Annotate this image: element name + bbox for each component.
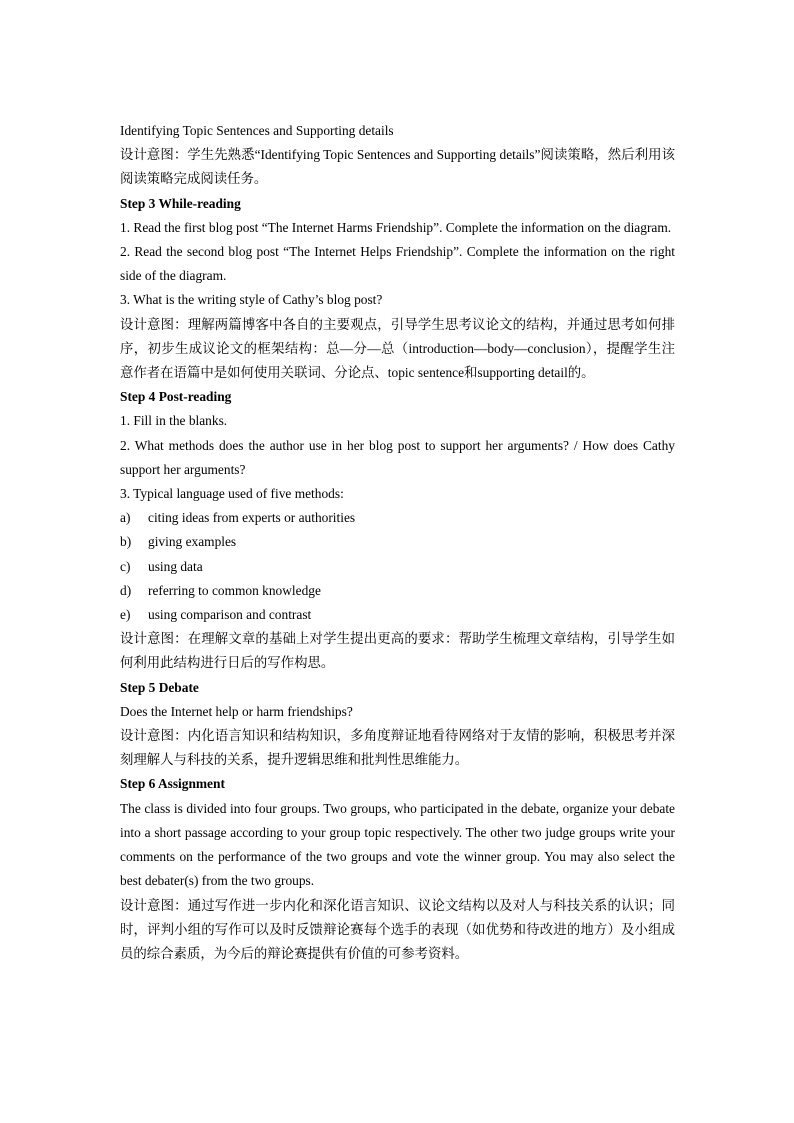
step4-design-intent: 设计意图：在理解文章的基础上对学生提出更高的要求：帮助学生梳理文章结构，引导学生如何利用此结构进行日后的写作构思。 xyxy=(120,631,675,671)
method-list-item xyxy=(120,579,675,603)
step4-title: Step 4 Post-reading xyxy=(120,389,232,405)
intro-design-intent: 设计意图：学生先熟悉“Identifying Topic Sentences and Supporting details”阅读策略，然后利用该阅读策略完成阅读任务。 xyxy=(120,147,675,187)
method-list-item xyxy=(120,530,675,554)
step3-design-intent: 设计意图：理解两篇博客中各自的主要观点，引导学生思考议论文的结构，并通过思考如何排序，初步生成议论文的框架结构：总—分—总（introduction—body—conclusion），提醒学生注意作者在语篇中是如何使用关联词、分论点、topic sentence和supporting detail的。 xyxy=(120,316,675,381)
list-marker: c) xyxy=(120,558,131,574)
step3-item-2: 2. Read the second blog post “The Internet Helps Friendship”. Complete the information on the right side of the diagram. xyxy=(120,244,675,284)
step6-design-intent: 设计意图：通过写作进一步内化和深化语言知识、议论文结构以及对人与科技关系的认识；同时，评判小组的写作可以及时反馈辩论赛每个选手的表现（如优势和待改进的地方）及小组成员的综合素质，为今后的辩论赛提供有价值的可参考资料。 xyxy=(120,897,675,961)
method-text: using data xyxy=(148,558,203,574)
method-text: citing ideas from experts or authorities xyxy=(148,510,356,526)
step3-title: Step 3 While-reading xyxy=(120,195,241,211)
method-list-item xyxy=(120,506,675,530)
method-list-item xyxy=(120,555,675,579)
intro-heading: Identifying Topic Sentences and Supporting details xyxy=(120,123,394,138)
method-text: using comparison and contrast xyxy=(148,607,312,623)
document-page xyxy=(120,119,675,966)
list-marker: e) xyxy=(120,607,131,623)
step3-item-3: 3. What is the writing style of Cathy’s blog post? xyxy=(120,292,383,308)
method-list-item xyxy=(120,603,675,627)
list-marker: d) xyxy=(120,582,132,598)
step3-item-1: 1. Read the first blog post “The Internet Harms Friendship”. Complete the information on the diagram. xyxy=(120,219,672,235)
step4-item-2: 2. What methods does the author use in her blog post to support her arguments? / How does Cathy support her arguments? xyxy=(120,437,675,477)
step6-body: The class is divided into four groups. Two groups, who participated in the debate, organize your debate into a short passage according to your group topic respectively. The other two judge groups write your comments on the performance of the two groups and vote the winner group. You may also select the best debater(s) from the two groups. xyxy=(120,800,675,889)
step5-design-intent: 设计意图：内化语言知识和结构知识，多角度辩证地看待网络对于友情的影响，积极思考并深刻理解人与科技的关系，提升逻辑思维和批判性思维能力。 xyxy=(120,728,675,768)
step5-title: Step 5 Debate xyxy=(120,679,199,695)
step6-title: Step 6 Assignment xyxy=(120,776,225,792)
step5-question: Does the Internet help or harm friendships? xyxy=(120,703,353,719)
step4-item-3: 3. Typical language used of five methods: xyxy=(120,486,344,502)
method-text: referring to common knowledge xyxy=(148,582,321,598)
list-marker: a) xyxy=(120,510,131,526)
list-marker: b) xyxy=(120,534,132,550)
method-text: giving examples xyxy=(148,534,237,550)
step4-item-1: 1. Fill in the blanks. xyxy=(120,413,228,429)
